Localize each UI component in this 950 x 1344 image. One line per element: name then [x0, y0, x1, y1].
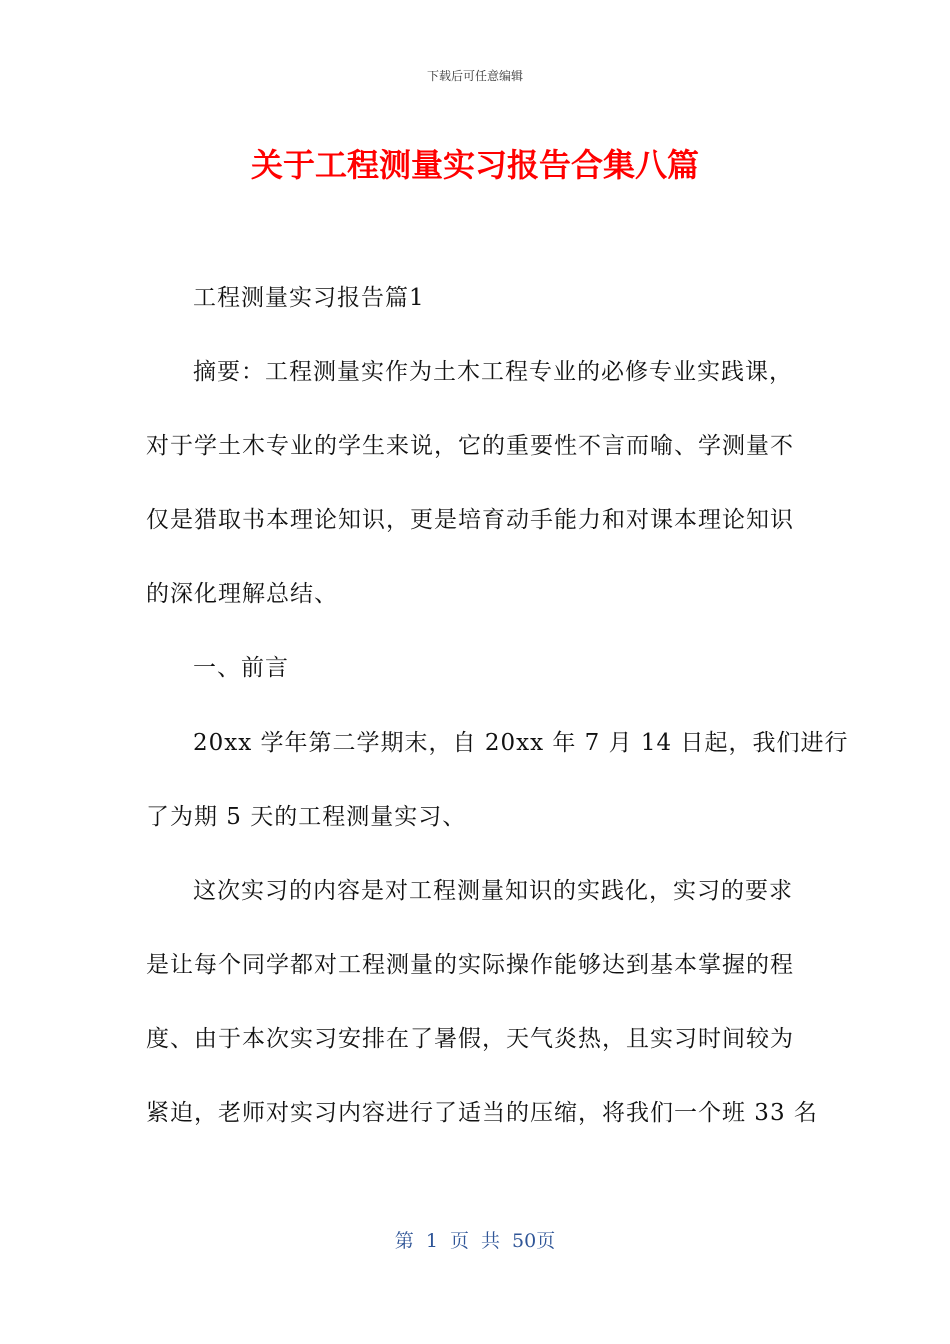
paragraph-line: 了为期 5 天的工程测量实习、: [146, 804, 467, 830]
header-note: 下载后可任意编辑: [426, 69, 523, 83]
paragraph-line: 度、由于本次实习安排在了暑假，天气炎热，且实习时间较为: [146, 1026, 794, 1052]
section-heading: 工程测量实习报告篇1: [193, 285, 425, 311]
paragraph-line: 摘要：工程测量实作为土木工程专业的必修专业实践课，: [193, 359, 793, 385]
paragraph-line: 20xx 学年第二学期末，自 20xx 年 7 月 14 日起，我们进行: [193, 730, 849, 756]
paragraph-line: 的深化理解总结、: [146, 581, 338, 607]
document-title: 关于工程测量实习报告合集八篇: [250, 146, 699, 184]
paragraph-line: 这次实习的内容是对工程测量知识的实践化，实习的要求: [193, 878, 793, 904]
paragraph-line: 对于学土木专业的学生来说，它的重要性不言而喻、学测量不: [146, 433, 794, 459]
paragraph-line: 紧迫，老师对实习内容进行了适当的压缩，将我们一个班 33 名: [146, 1100, 818, 1126]
page-number-footer: 第 1 页 共 50页: [394, 1230, 556, 1252]
paragraph-line: 仅是猎取书本理论知识，更是培育动手能力和对课本理论知识: [146, 507, 794, 533]
paragraph-line: 是让每个同学都对工程测量的实际操作能够达到基本掌握的程: [146, 952, 794, 978]
subsection-heading: 一、前言: [193, 655, 289, 681]
